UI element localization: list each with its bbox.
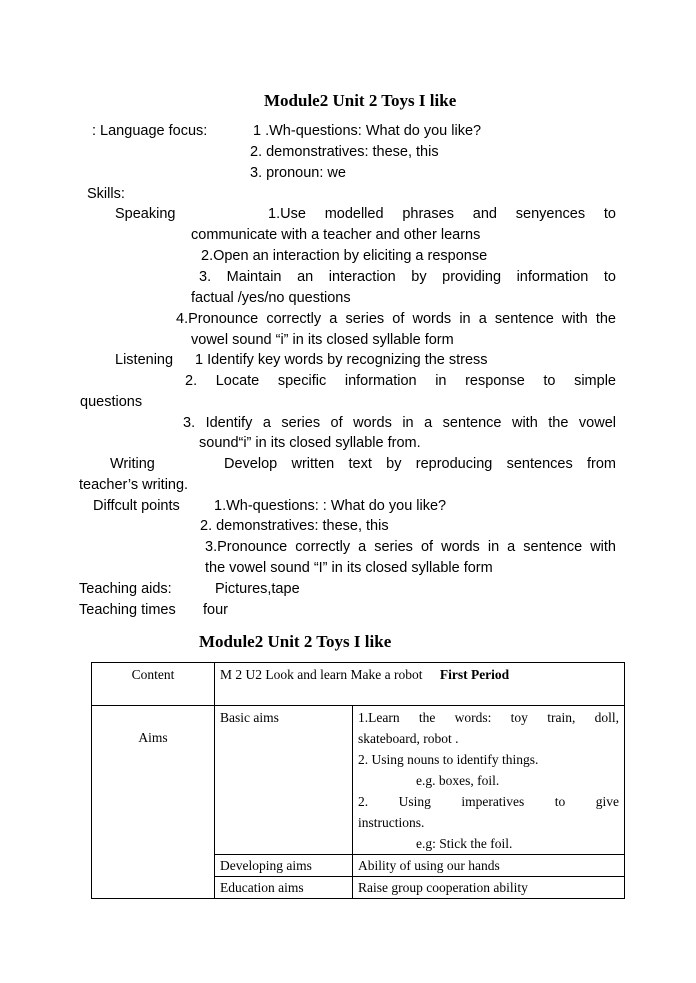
- difficult-points-line: 2. demonstratives: these, this: [200, 518, 389, 534]
- aims-label: Aims: [138, 730, 168, 745]
- speaking-line: 3. Maintain an interaction by providing information to: [199, 269, 616, 285]
- speaking-line: vowel sound “i” in its closed syllable form: [191, 332, 454, 348]
- listening-line: 3. Identify a series of words in a sentence with the vowel: [183, 415, 616, 431]
- basic-aim-line: e.g: Stick the foil.: [416, 836, 513, 851]
- content-label-cell: [92, 663, 215, 706]
- difficult-points-line: 1.Wh-questions: : What do you like?: [214, 498, 447, 514]
- skills-label: Skills:: [87, 186, 125, 202]
- basic-aims-cell: [353, 706, 625, 855]
- writing-label: Writing: [110, 456, 155, 472]
- basic-aim-line: 2. Using nouns to identify things.: [358, 752, 539, 767]
- basic-aims-label-cell: [215, 706, 353, 855]
- education-aims-cell: [353, 877, 625, 899]
- difficult-points-line: the vowel sound “I” in its closed syllable form: [205, 560, 493, 576]
- basic-aims-label: Basic aims: [220, 710, 279, 725]
- teaching-times-label: Teaching times: [79, 602, 176, 618]
- difficult-points-label: Diffcult points: [93, 498, 180, 514]
- speaking-line: 2.Open an interaction by eliciting a response: [201, 248, 488, 264]
- education-aims-label-cell: [215, 877, 353, 899]
- period-label: First Period: [439, 667, 510, 682]
- speaking-label: Speaking: [115, 206, 176, 222]
- speaking-line: 1.Use modelled phrases and senyences to: [268, 206, 616, 222]
- basic-aim-line: instructions.: [358, 815, 425, 830]
- language-focus-item: 3. pronoun: we: [250, 165, 346, 181]
- content-value-cell: [215, 663, 625, 706]
- writing-line: Develop written text by reproducing sentences from: [224, 456, 616, 472]
- listening-line: questions: [80, 394, 143, 410]
- content-value: M 2 U2 Look and learn Make a robot: [220, 667, 423, 682]
- basic-aim-line: 2. Using imperatives to give: [358, 794, 619, 809]
- teaching-aids-label: Teaching aids:: [79, 581, 172, 597]
- language-focus-item: 2. demonstratives: these, this: [250, 144, 439, 160]
- listening-line: sound“i” in its closed syllable from.: [199, 435, 421, 451]
- teaching-aids-value: Pictures,tape: [215, 581, 300, 597]
- basic-aim-line: 1.Learn the words: toy train, doll,: [358, 710, 619, 725]
- basic-aim-line: skateboard, robot .: [358, 731, 459, 746]
- developing-aims-value: Ability of using our hands: [358, 858, 500, 873]
- listening-line: 1 Identify key words by recognizing the stress: [195, 352, 488, 368]
- table-title: Module2 Unit 2 Toys I like: [199, 632, 392, 651]
- speaking-line: factual /yes/no questions: [191, 290, 351, 306]
- education-aims-value: Raise group cooperation ability: [358, 880, 528, 895]
- listening-label: Listening: [115, 352, 174, 368]
- developing-aims-label: Developing aims: [220, 858, 312, 873]
- difficult-points-line: 3.Pronounce correctly a series of words in a sentence with: [205, 539, 616, 555]
- teaching-times-value: four: [203, 602, 228, 618]
- language-focus-item: 1 .Wh-questions: What do you like?: [253, 123, 482, 139]
- speaking-line: 4.Pronounce correctly a series of words in a sentence with the: [176, 311, 616, 327]
- developing-aims-label-cell: [215, 855, 353, 877]
- listening-line: 2. Locate specific information in response to simple: [185, 373, 616, 389]
- lesson-plan-table: [91, 662, 625, 899]
- developing-aims-cell: [353, 855, 625, 877]
- language-focus-label: : Language focus:: [92, 123, 208, 139]
- content-label: Content: [131, 667, 175, 682]
- speaking-line: communicate with a teacher and other learns: [191, 227, 481, 243]
- basic-aim-line: e.g. boxes, foil.: [416, 773, 500, 788]
- writing-line: teacher’s writing.: [79, 477, 189, 493]
- aims-label-cell: [92, 706, 215, 899]
- education-aims-label: Education aims: [220, 880, 304, 895]
- page-title: Module2 Unit 2 Toys I like: [264, 91, 457, 110]
